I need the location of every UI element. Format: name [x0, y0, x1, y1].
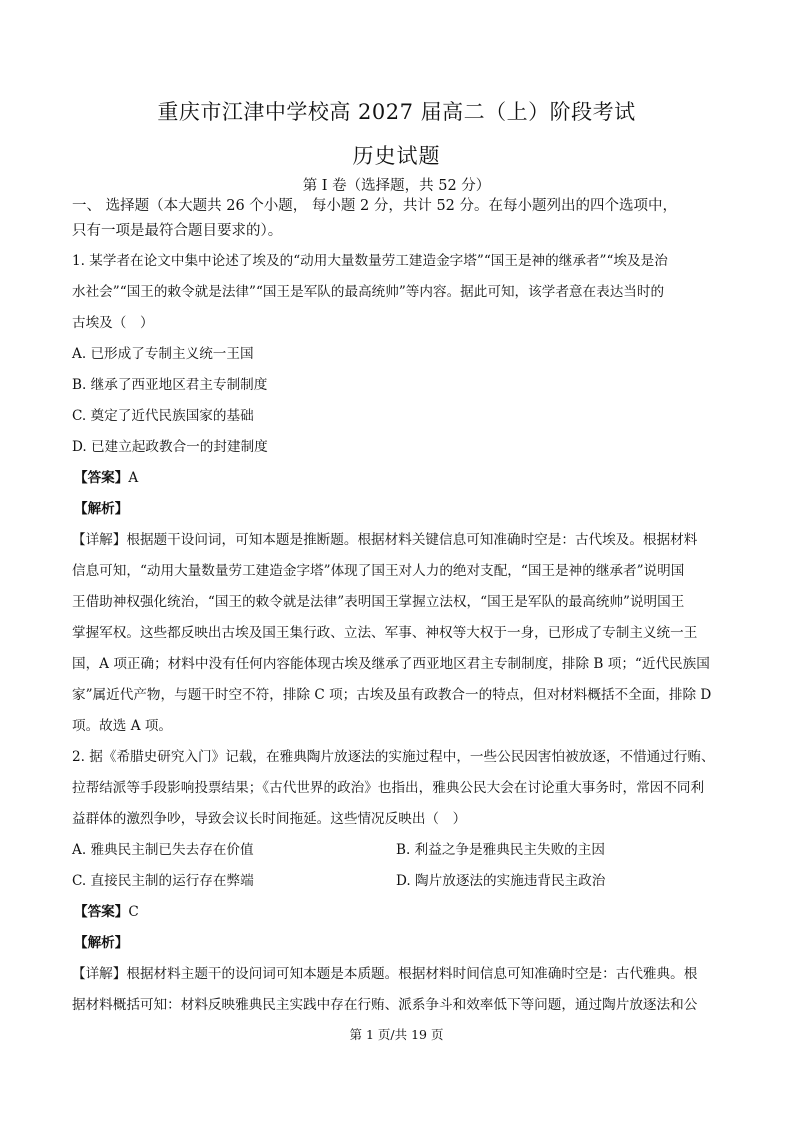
answer-value: C — [128, 904, 139, 920]
section-instruction — [72, 196, 720, 242]
volume-heading: 第 I 卷（选择题，共 52 分） — [302, 178, 491, 194]
detail-line: 项。故选 A 项。 — [72, 718, 173, 734]
option-c: C. 直接民主制的运行存在弊端 — [72, 873, 254, 889]
answer-label: 【答案】 — [74, 904, 129, 920]
answer-label: 【答案】 — [74, 470, 129, 486]
detail-line: 【详解】根据材料主题干的设问词可知本题是本质题。根据材料时间信息可知准确时空是：古代雅典。根 — [72, 966, 698, 982]
question-stem-line: 古埃及（ ） — [72, 315, 154, 331]
option-b: B. 继承了西亚地区君主专制制度 — [72, 377, 268, 393]
option-a: A. 已形成了专制主义统一王国 — [72, 346, 254, 362]
detail-line: 【详解】根据题干设问词，可知本题是推断题。根据材料关键信息可知准确时空是：古代埃及。根据材料 — [72, 532, 698, 548]
detail-line: 掌握军权。这些都反映出古埃及国王集行政、立法、军事、神权等大权于一身，已形成了专制主义统一王 — [72, 625, 698, 641]
question-stem-line: 拉帮结派等手段影响投票结果；《古代世界的政治》也指出，雅典公民大会在讨论重大事务时，常因不同利 — [72, 780, 705, 796]
answer-line — [72, 897, 720, 928]
analysis-label: 【解析】 — [74, 501, 129, 517]
option-a: A. 雅典民主制已失去存在价值 — [72, 842, 254, 858]
detail-line: 家”属近代产物，与题干时空不符，排除 C 项；古埃及虽有政教合一的特点，但对材料概括不全面，排除 D — [72, 687, 712, 703]
instruction-line: 一、 选择题（本大题共 26 个小题， 每小题 2 分，共计 52 分。在每小题列出的四个选项中， — [72, 198, 677, 214]
answer-value: A — [128, 470, 139, 486]
detail-line: 国，A 项正确；材料中没有任何内容能体现古埃及继承了西亚地区君主专制制度，排除 B 项；“近代民族国 — [72, 656, 710, 672]
option-row — [72, 835, 720, 866]
page-number: 第 1 页/共 19 页 — [349, 1027, 444, 1042]
analysis-label: 【解析】 — [74, 935, 129, 951]
detail-line: 信息可知，“动用大量数量劳工建造金字塔”体现了国王对人力的绝对支配，“国王是神的继承者”说明国 — [72, 563, 685, 579]
detail-line: 王借助神权强化统治，“国王的敕令就是法律”表明国王掌握立法权，“国王是军队的最高统帅”说明国王 — [72, 594, 685, 610]
option-row — [72, 866, 720, 897]
question-1 — [72, 246, 720, 742]
exam-content — [72, 196, 720, 1021]
answer-line — [72, 463, 720, 494]
option-d: D. 陶片放逐法的实施违背民主政治 — [396, 873, 606, 889]
option-c: C. 奠定了近代民族国家的基础 — [72, 408, 254, 424]
question-stem-line: 益群体的激烈争吵，导致会议长时间拖延。这些情况反映出（ ） — [72, 811, 467, 827]
instruction-line: 只有一项是最符合题目要求的）。 — [72, 223, 283, 239]
option-b: B. 利益之争是雅典民主失败的主因 — [396, 842, 605, 858]
exam-subject: 历史试题 — [352, 144, 441, 168]
question-stem-line: 2. 据《希腊史研究入门》记载，在雅典陶片放逐法的实施过程中，一些公民因害怕被放逐，不惜通过行贿、 — [72, 749, 715, 765]
question-2 — [72, 742, 720, 1021]
question-stem-line: 水社会”“国王的敕令就是法律”“国王是军队的最高统帅”等内容。据此可知，该学者意在表达当时的 — [72, 284, 665, 300]
exam-title: 重庆市江津中学校高 2027 届高二（上）阶段考试 — [157, 100, 636, 124]
option-d: D. 已建立起政教合一的封建制度 — [72, 439, 268, 455]
question-stem-line: 1. 某学者在论文中集中论述了埃及的“动用大量数量劳工建造金字塔”“国王是神的继承者”“埃及是治 — [72, 253, 668, 269]
detail-line: 据材料概括可知：材料反映雅典民主实践中存在行贿、派系争斗和效率低下等问题，通过陶片放逐法和公 — [72, 997, 698, 1013]
